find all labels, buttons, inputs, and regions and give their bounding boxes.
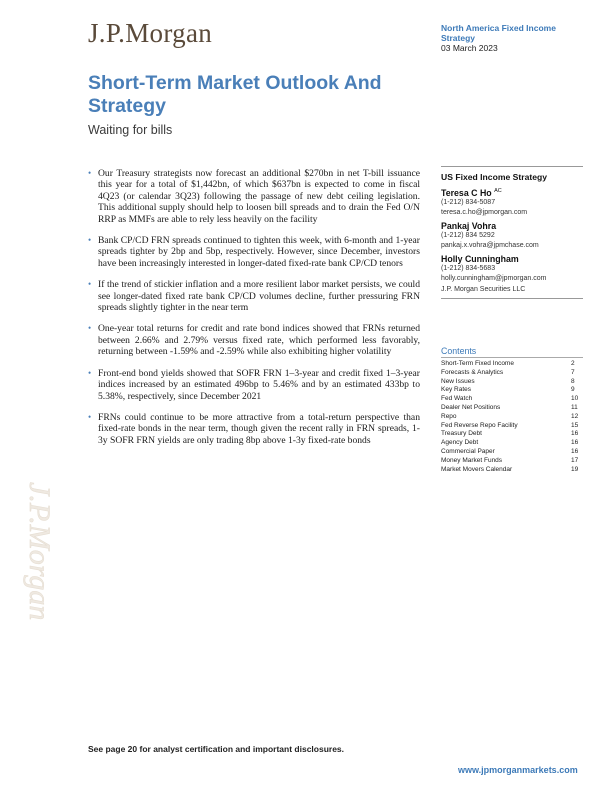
bullet-icon: •: [88, 411, 92, 422]
toc-item[interactable]: [441, 386, 583, 395]
bullet-text: Bank CP/CD FRN spreads continued to tighten this week, with 6-month and 1-year spreads tighter by 2bp and 5bp, respectively. However, since December, investors have been increasingly interested in longer-dated fixed-rate bank CP/CD tenors: [98, 235, 420, 269]
sidebar-bottom-divider: [441, 298, 583, 299]
analyst-name: Holly Cunningham: [441, 254, 519, 264]
bullet-point: [90, 168, 420, 225]
analyst-phone: (1-212) 834-5087: [441, 199, 496, 206]
toc-item-page: 10: [571, 395, 579, 403]
bullet-point: [90, 279, 420, 313]
toc-item[interactable]: [441, 448, 583, 457]
toc-item-page: 16: [571, 447, 579, 455]
toc-item-label: Fed Watch: [441, 395, 473, 403]
series-name-line2: Strategy: [441, 33, 476, 43]
toc-item-page: 16: [571, 439, 579, 447]
bullet-point: [90, 323, 420, 357]
toc-list: [441, 360, 583, 474]
bullet-text: If the trend of stickier inflation and a more resilient labor market persists, we could see longer-dated fixed rate bank CP/CD volumes decline, further pressuring FRN spreads slightly tighter in the near term: [98, 279, 420, 314]
bullet-text: FRNs could continue to be more attractive from a total-return perspective than fixed-rate bonds in the near term, though given the recent rally in FRN spreads, 1-3y SOFR FRN yields are only trading 8bp above 1-3y fixed-rate bonds: [98, 411, 420, 446]
analyst-email[interactable]: teresa.c.ho@jpmorgan.com: [441, 209, 528, 216]
analyst-cert-mark: AC: [494, 188, 502, 195]
bullet-icon: •: [88, 367, 92, 378]
toc-item-label: Money Market Funds: [441, 456, 503, 464]
toc-item[interactable]: [441, 413, 583, 422]
toc-item-label: Dealer Net Positions: [441, 403, 501, 411]
footer-link[interactable]: www.jpmorganmarkets.com: [458, 765, 578, 775]
analyst-email[interactable]: pankaj.x.vohra@jpmchase.com: [441, 242, 539, 249]
sidebar-top-divider: [441, 166, 583, 167]
disclosure-note: See page 20 for analyst certification and important disclosures.: [88, 744, 345, 754]
toc-item[interactable]: [441, 378, 583, 387]
bullet-point: [90, 412, 420, 446]
analyst-name: Pankaj Vohra: [441, 221, 497, 231]
toc-item-label: Key Rates: [441, 386, 471, 394]
toc-item-page: 2: [571, 360, 575, 367]
toc-item[interactable]: [441, 430, 583, 439]
report-date: 03 March 2023: [441, 43, 498, 53]
toc-item-page: 7: [571, 368, 575, 376]
toc-item-label: Fed Reverse Repo Facility: [441, 421, 518, 429]
logo-watermark: [8, 480, 78, 670]
bullet-text: Front-end bond yields showed that SOFR FRN 1–3-year and credit fixed 1–3-year indices increased by an estimated 496bp to 5.46% and by an estimated 433bp to 5.38%, respectively, since December 2021: [98, 367, 420, 402]
toc-item-page: 16: [571, 430, 579, 438]
report-header: [441, 23, 606, 54]
analyst-phone: (1-212) 834 5292: [441, 232, 495, 239]
series-name-line1: North America Fixed Income: [441, 23, 556, 33]
bullet-icon: •: [88, 235, 92, 246]
toc-item-page: 17: [571, 456, 579, 464]
toc-item[interactable]: [441, 369, 583, 378]
sidebar-heading: US Fixed Income Strategy: [441, 172, 548, 182]
toc-item[interactable]: [441, 457, 583, 466]
page-title: Short-Term Market Outlook And Strategy: [88, 72, 382, 117]
svg-text:J.P.Morgan: J.P.Morgan: [23, 482, 56, 621]
toc-item-page: 19: [571, 465, 579, 473]
toc-item[interactable]: [441, 422, 583, 431]
bullet-text: Our Treasury strategists now forecast an additional $270bn in net T-bill issuance this year for a total of $1,442bn, of which $637bn is expected to come in fiscal 4Q23 (or calendar 3Q23) following the passage of new debt ceiling legislation. This additional supply should help to loosen bill spreads and to drain the Fed O/N RRP as MMFs are able to rely less heavily on the facility: [98, 168, 420, 225]
toc-item-label: Commercial Paper: [441, 447, 495, 455]
jpmorgan-logo: J.P.Morgan: [88, 18, 213, 48]
analyst-sidebar: [441, 172, 583, 293]
bullet-text: One-year total returns for credit and rate bond indices showed that FRNs returned between 2.66% and 2.79% versus fixed rate, which performed less favorably, returning between -1.59% and -2.59% while also exhibiting higher volatility: [98, 323, 420, 358]
bullet-icon: •: [88, 323, 92, 334]
bullet-point: [90, 368, 420, 402]
table-of-contents: [441, 346, 583, 474]
toc-item[interactable]: [441, 360, 583, 369]
toc-item-label: Repo: [441, 412, 457, 420]
toc-item-page: 9: [571, 386, 575, 394]
toc-item-page: 15: [571, 421, 579, 429]
toc-item[interactable]: [441, 404, 583, 413]
toc-item-label: New Issues: [441, 377, 475, 385]
toc-item-label: Forecasts & Analytics: [441, 368, 504, 376]
toc-item[interactable]: [441, 439, 583, 448]
toc-item-page: 12: [571, 412, 579, 420]
toc-item-label: Treasury Debt: [441, 430, 482, 438]
bullet-icon: •: [88, 279, 92, 290]
analyst-email[interactable]: holly.cunningham@jpmorgan.com: [441, 275, 547, 282]
toc-item-label: Market Movers Calendar: [441, 465, 513, 473]
key-points-list: [90, 168, 420, 456]
toc-item[interactable]: [441, 466, 583, 475]
toc-item-page: 11: [571, 403, 578, 411]
toc-item[interactable]: [441, 395, 583, 404]
analyst-name: Teresa C Ho $^{AC}$: [441, 188, 502, 198]
toc-item-label: Short-Term Fixed Income: [441, 360, 514, 367]
firm-name: J.P. Morgan Securities LLC: [441, 286, 526, 293]
bullet-point: [90, 235, 420, 269]
analyst-phone: (1-212) 834-5683: [441, 265, 496, 272]
toc-item-label: Agency Debt: [441, 439, 479, 447]
contents-heading: Contents: [441, 346, 583, 358]
toc-item-page: 8: [571, 377, 575, 385]
bullet-icon: •: [88, 168, 92, 178]
page-subtitle: Waiting for bills: [88, 123, 173, 137]
